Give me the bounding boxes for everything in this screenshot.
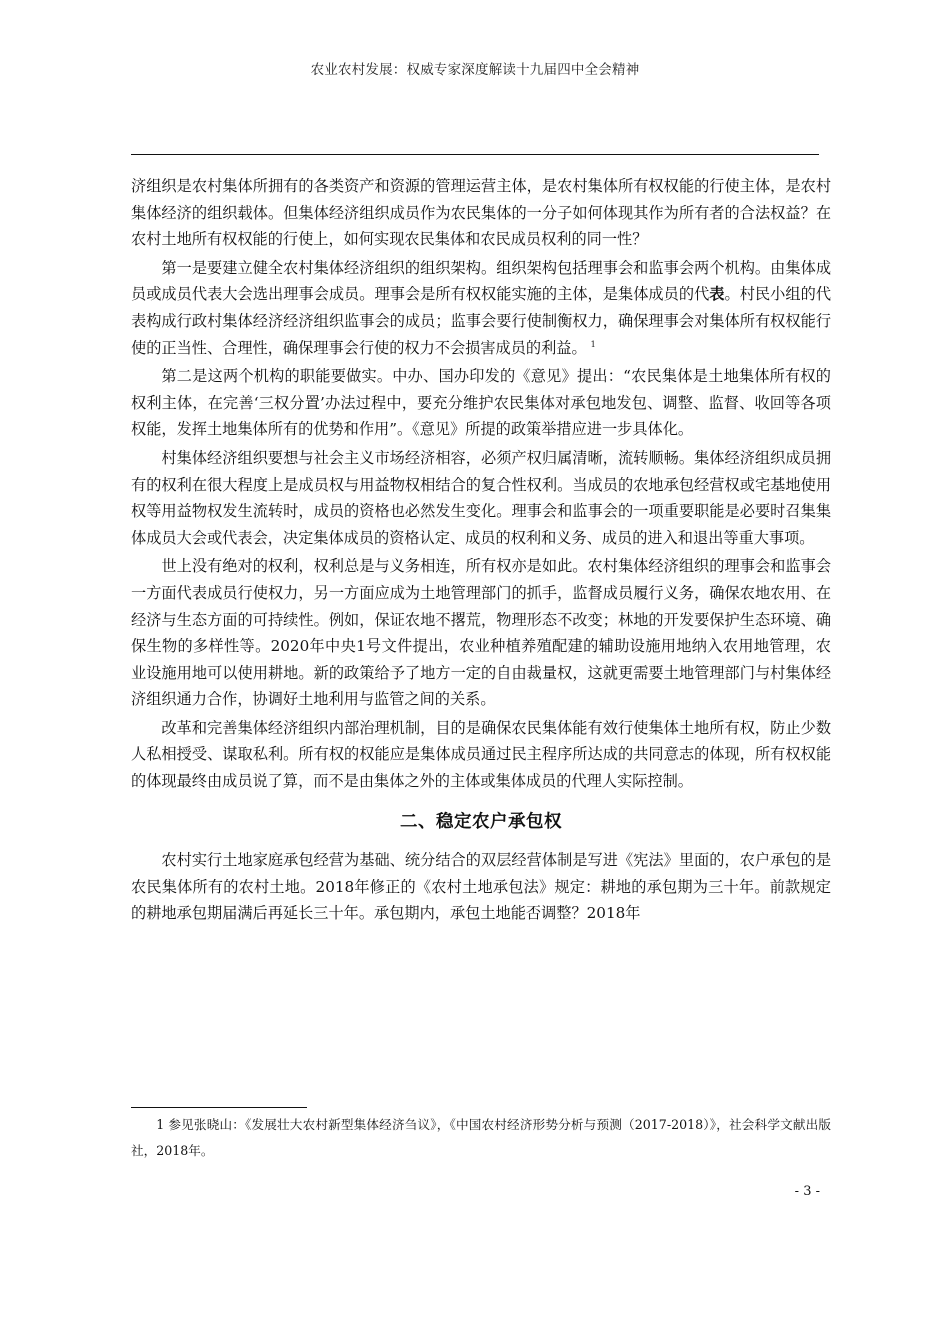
footnote-area xyxy=(131,1112,831,1164)
bold-word-1: 代 xyxy=(694,285,710,304)
body-text xyxy=(131,173,831,929)
paragraph-2-part2: 。村民小组的代表构成行政村集体经济经济组织监事会的成员；监事会要行使制衡权力，确保理事会对集体所有权权能行使的正当性、合理性，确保理事会行使的权力不会损害成员的利益。 xyxy=(131,285,832,357)
bold-word-2: 表 xyxy=(709,285,725,304)
running-header: 农业农村发展：权威专家深度解读十九届四中全会精神 xyxy=(310,62,640,78)
page-number: - 3 - xyxy=(794,1184,820,1199)
paragraph-2 xyxy=(131,255,831,361)
footnote-text: 参见张晓山：《发展壮大农村新型集体经济刍议》，《中国农村经济形势分析与预测（2017-2018）》，社会科学文献出版社，2018年。 xyxy=(131,1117,831,1158)
paragraph-2-part1: 第一是要建立健全农村集体经济组织的组织架构。组织架构包括理事会和监事会两个机构。由集体成员或成员代表大会选出理事会成员。理事会是所有权权能实施的主体，是集体成员的 xyxy=(131,258,831,304)
footnote-number: 1 xyxy=(156,1117,165,1132)
header-divider xyxy=(131,154,819,155)
section-heading: 二、稳定农户承包权 xyxy=(400,811,562,832)
footnote-1 xyxy=(131,1112,831,1164)
paragraph-3: 第二是这两个机构的职能要做实。中办、国办印发的《意见》提出：“农民集体是土地集体所有权的权利主体，在完善‘三权分置’办法过程中，要充分维护农民集体对承包地发包、调整、监督、收回等各项权能，发挥土地集体所有的优势和作用”。《意见》所提的政策举措应进一步具体化。 xyxy=(131,367,831,439)
footnote-divider xyxy=(131,1107,307,1108)
paragraph-6: 改革和完善集体经济组织内部治理机制，目的是确保农民集体能有效行使集体土地所有权，防止少数人私相授受、谋取私利。所有权的权能应是集体成员通过民主程序所达成的共同意志的体现，所有权权能的体现最终由成员说了算，而不是由集体之外的主体或集体成员的代理人实际控制。 xyxy=(131,718,831,791)
paragraph-5: 世上没有绝对的权利，权利总是与义务相连，所有权亦是如此。农村集体经济组织的理事会和监事会一方面代表成员行使权力，另一方面应成为土地管理部门的抓手，监督成员履行义务，确保农地农用、在经济与生态方面的可持续性。例如，保证农地不撂荒，物理形态不改变；林地的开发要保护生态环境、确保生物的多样性等。2020年中央1号文件提出，农业种植养殖配建的辅助设施用地纳入农用地管理，农业设施用地可以使用耕地。新的政策给予了地方一定的自由裁量权，这就更需要土地管理部门与村集体经济组织通力合作，协调好土地利用与监管之间的关系。 xyxy=(131,557,831,709)
paragraph-4: 村集体经济组织要想与社会主义市场经济相容，必须产权归属清晰，流转顺畅。集体经济组织成员拥有的权利在很大程度上是成员权与用益物权相结合的复合性权利。当成员的农地承包经营权或宅基地使用权等用益物权发生流转时，成员的资格也必然发生变化。理事会和监事会的一项重要职能是必要时召集集体成员大会或代表会，决定集体成员的资格认定、成员的权利和义务、成员的进入和退出等重大事项。 xyxy=(131,448,831,547)
paragraph-1: 济组织是农村集体所拥有的各类资产和资源的管理运营主体，是农村集体所有权权能的行使主体，是农村集体经济的组织载体。但集体经济组织成员作为农民集体的一分子如何体现其作为所有者的合法权益？在农村土地所有权权能的行使上，如何实现农民集体和农民成员权利的同一性？ xyxy=(131,177,831,249)
paragraph-7: 农村实行土地家庭承包经营为基础、统分结合的双层经营体制是写进《宪法》里面的，农户承包的是农民集体所有的农村土地。2018年修正的《农村土地承包法》规定：耕地的承包期为三十年。前款规定的耕地承包期届满后再延长三十年。承包期内，承包土地能否调整？2018年 xyxy=(131,851,831,923)
footnote-reference-1[interactable]: 1 xyxy=(590,339,596,349)
